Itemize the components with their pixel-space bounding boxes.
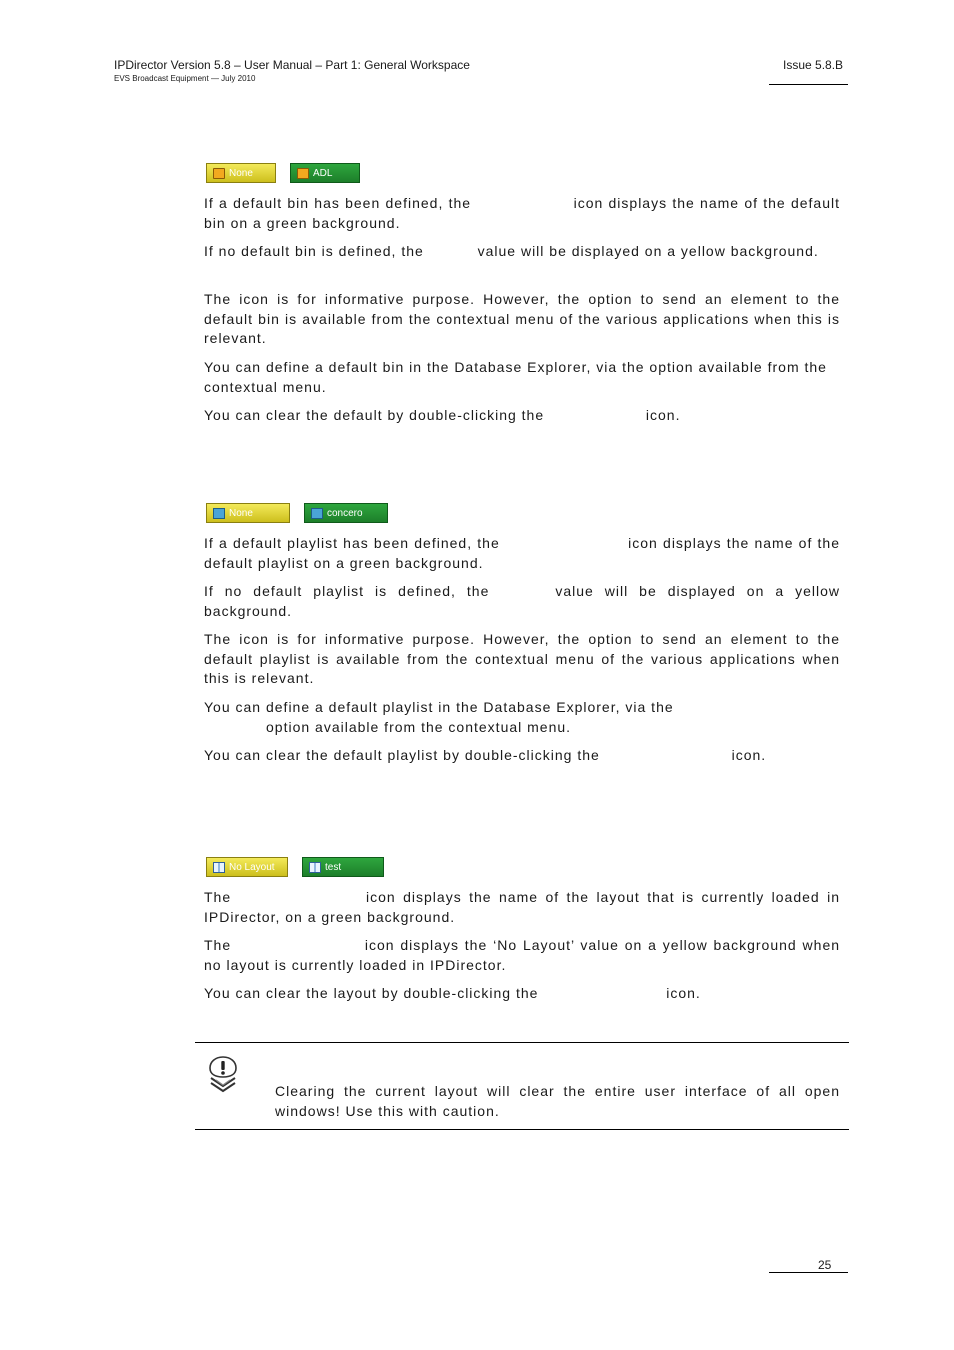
playlist-paragraph-1 (204, 534, 840, 573)
playlist-paragraph-5 (204, 746, 840, 766)
bin-paragraph-3: The icon is for informative purpose. However, the option to send an element to the default bin is available from the contextual menu of the various applications when this is relevant. (204, 291, 840, 346)
bin-button-row (206, 163, 360, 183)
layout-paragraph-3 (204, 984, 840, 1004)
bin-p1-end: icon displays the name of the default bin on a green background. (204, 195, 841, 231)
header-rule (769, 84, 848, 85)
layout-icon (213, 862, 225, 873)
bin-paragraph-1 (204, 194, 840, 233)
bin-paragraph-4: You can define a default bin in the Database Explorer, via the option available from the contextual menu. (204, 359, 827, 395)
playlist-p4-end: option available from the contextual menu. (266, 718, 572, 735)
playlist-p1-start: If a default playlist has been defined, the (204, 535, 500, 551)
bin-adl-button[interactable] (290, 163, 360, 183)
playlist-icon (311, 508, 323, 519)
bin-p5-start: You can clear the default by double-clicking the (204, 407, 545, 423)
warning-icon (207, 1056, 239, 1099)
bin-p5-end: icon. (645, 407, 681, 423)
layout-icon (309, 862, 321, 873)
layout-p1-start: The (204, 889, 232, 905)
playlist-p4-start: You can define a default playlist in the Database Explorer, via the (204, 699, 674, 715)
bin-none-button[interactable] (206, 163, 276, 183)
header-subtitle: EVS Broadcast Equipment — July 2010 (114, 74, 256, 83)
bin-icon (213, 168, 225, 179)
bin-p2-end: value will be displayed on a yellow background. (477, 243, 819, 259)
playlist-p2-end: value will be displayed on a yellow background. (204, 583, 841, 619)
header-title: IPDirector Version 5.8 – User Manual – Part 1: General Workspace (114, 58, 470, 72)
note-bottom-rule (195, 1129, 849, 1130)
playlist-p5-start: You can clear the default playlist by double-clicking the (204, 747, 600, 763)
bin-p1-start: If a default bin has been defined, the (204, 195, 472, 211)
layout-p3-start: You can clear the layout by double-clicking the (204, 985, 539, 1001)
layout-test-label: test (325, 861, 342, 873)
bin-icon (297, 168, 309, 179)
page-number: 25 (818, 1258, 832, 1272)
bin-paragraph-2 (204, 242, 840, 262)
playlist-paragraph-4 (204, 698, 840, 737)
note-top-rule (195, 1042, 849, 1043)
bin-p2-start: If no default bin is defined, the (204, 243, 424, 259)
playlist-p1-end: icon displays the name of the default playlist on a green background. (204, 535, 841, 571)
layout-p1-end: icon displays the name of the layout that is currently loaded in IPDirector, on a green background. (204, 889, 841, 925)
header-issue: Issue 5.8.B (783, 58, 844, 72)
layout-paragraph-1 (204, 888, 840, 927)
layout-p3-end: icon. (666, 985, 701, 1001)
playlist-concero-label: concero (327, 507, 363, 519)
playlist-button-row (206, 503, 388, 523)
layout-p2-end: icon displays the ‘No Layout’ value on a yellow background when no layout is currently loaded in IPDirector. (204, 937, 841, 973)
playlist-none-label: None (229, 507, 253, 519)
playlist-concero-button[interactable] (304, 503, 388, 523)
layout-paragraph-2 (204, 936, 840, 975)
note-text: Clearing the current layout will clear the entire user interface of all open windows! Use this with caution. (275, 1083, 840, 1119)
playlist-p5-end: icon. (731, 747, 767, 763)
bin-adl-label: ADL (313, 167, 333, 179)
playlist-none-button[interactable] (206, 503, 290, 523)
playlist-icon (213, 508, 225, 519)
bin-paragraph-5 (204, 406, 840, 426)
playlist-paragraph-2 (204, 582, 840, 621)
playlist-p2-start: If no default playlist is defined, the (204, 583, 490, 599)
layout-none-label: No Layout (229, 861, 275, 873)
layout-button-row (206, 857, 384, 877)
playlist-paragraph-3: The icon is for informative purpose. However, the option to send an element to the default playlist is available from the contextual menu of the various applications when this is relevant. (204, 631, 840, 686)
layout-p2-start: The (204, 937, 232, 953)
layout-test-button[interactable] (302, 857, 384, 877)
footer-rule (769, 1272, 848, 1273)
layout-none-button[interactable] (206, 857, 288, 877)
bin-none-label: None (229, 167, 253, 179)
